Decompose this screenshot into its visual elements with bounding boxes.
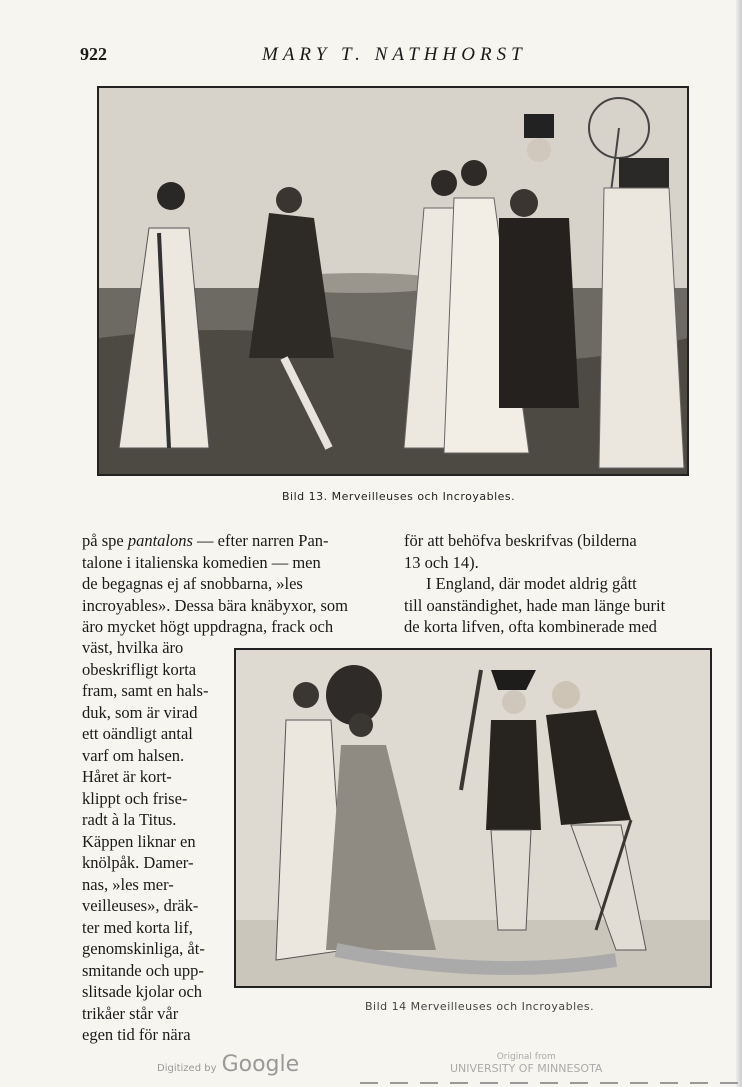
page-edge <box>736 0 742 1087</box>
original-from-watermark <box>450 1052 602 1075</box>
text-line: knölpåk. Damer- <box>82 853 194 872</box>
text-line: till oanständighet, hade man länge burit <box>404 595 666 615</box>
text-line: 13 och 14). <box>404 552 479 572</box>
text-line-content: äro mycket högt uppdragna, frack och <box>82 617 334 636</box>
text-line: de korta lifven, ofta kombinerade med <box>404 617 657 636</box>
bild-14-engraving <box>236 650 710 986</box>
scan-artifact-line <box>360 1082 740 1084</box>
running-title: MARY T. NATHHORST <box>262 44 527 65</box>
text-line: genomskinliga, åt- <box>82 939 205 958</box>
text-line: fram, samt en hals- <box>82 681 209 700</box>
text-line: I England, där modet aldrig gått <box>426 574 637 593</box>
text-line: ter med korta lif, <box>82 917 193 937</box>
text-line <box>82 552 384 574</box>
narrow-column-text <box>82 637 220 1046</box>
text-line: väst, hvilka äro <box>82 638 184 657</box>
text-line: veilleuses», dräk- <box>82 896 199 915</box>
digitized-by-watermark <box>157 1052 299 1077</box>
original-from-label: Original from <box>496 1052 556 1062</box>
italic-term: pantalons <box>127 531 193 550</box>
text-line: smitande och upp- <box>82 960 204 980</box>
text-line <box>82 573 384 595</box>
text-line: för att behöfva beskrifvas (bilderna <box>404 531 637 550</box>
text-line-content: incroyables». Dessa bära knäbyxor, som <box>82 595 349 615</box>
text-line: radt à la Titus. <box>82 810 177 829</box>
text-line: egen tid för nära <box>82 1025 191 1044</box>
left-column-text <box>82 530 384 638</box>
text-line: obeskrifligt korta <box>82 659 197 679</box>
right-column-text <box>404 530 710 638</box>
text-line <box>82 595 384 617</box>
text-line: trikåer står vår <box>82 1003 179 1023</box>
institution-label: UNIVERSITY OF MINNESOTA <box>450 1062 603 1075</box>
illustration-bild-13 <box>97 86 689 476</box>
page-number: 922 <box>80 44 107 64</box>
text-line: Håret är kort- <box>82 767 172 786</box>
text-line: klippt och frise- <box>82 788 188 808</box>
text-line-content: på spe pantalons — efter narren Pan- <box>82 531 329 550</box>
illustration-bild-14 <box>234 648 712 988</box>
text-line: nas, »les mer- <box>82 874 174 894</box>
figure-caption-bild-13: Bild 13. Merveilleuses och Incroyables. <box>282 490 516 503</box>
text-line-content: de begagnas ej af snobbarna, »les <box>82 574 303 593</box>
text-line: ett oändligt antal <box>82 724 193 743</box>
text-line <box>82 530 384 552</box>
bild-13-engraving <box>99 88 687 474</box>
google-logo: Google <box>221 1052 300 1077</box>
text-line: duk, som är virad <box>82 702 198 722</box>
text-line <box>82 616 384 638</box>
text-line: varf om halsen. <box>82 745 185 765</box>
text-line: slitsade kjolar och <box>82 982 203 1001</box>
text-line-content: talone i italienska komedien — men <box>82 552 321 572</box>
text-line: Käppen liknar en <box>82 831 196 851</box>
digitized-by-label: Digitized by <box>157 1063 217 1074</box>
figure-caption-bild-14: Bild 14 Merveilleuses och Incroyables. <box>365 1000 595 1013</box>
